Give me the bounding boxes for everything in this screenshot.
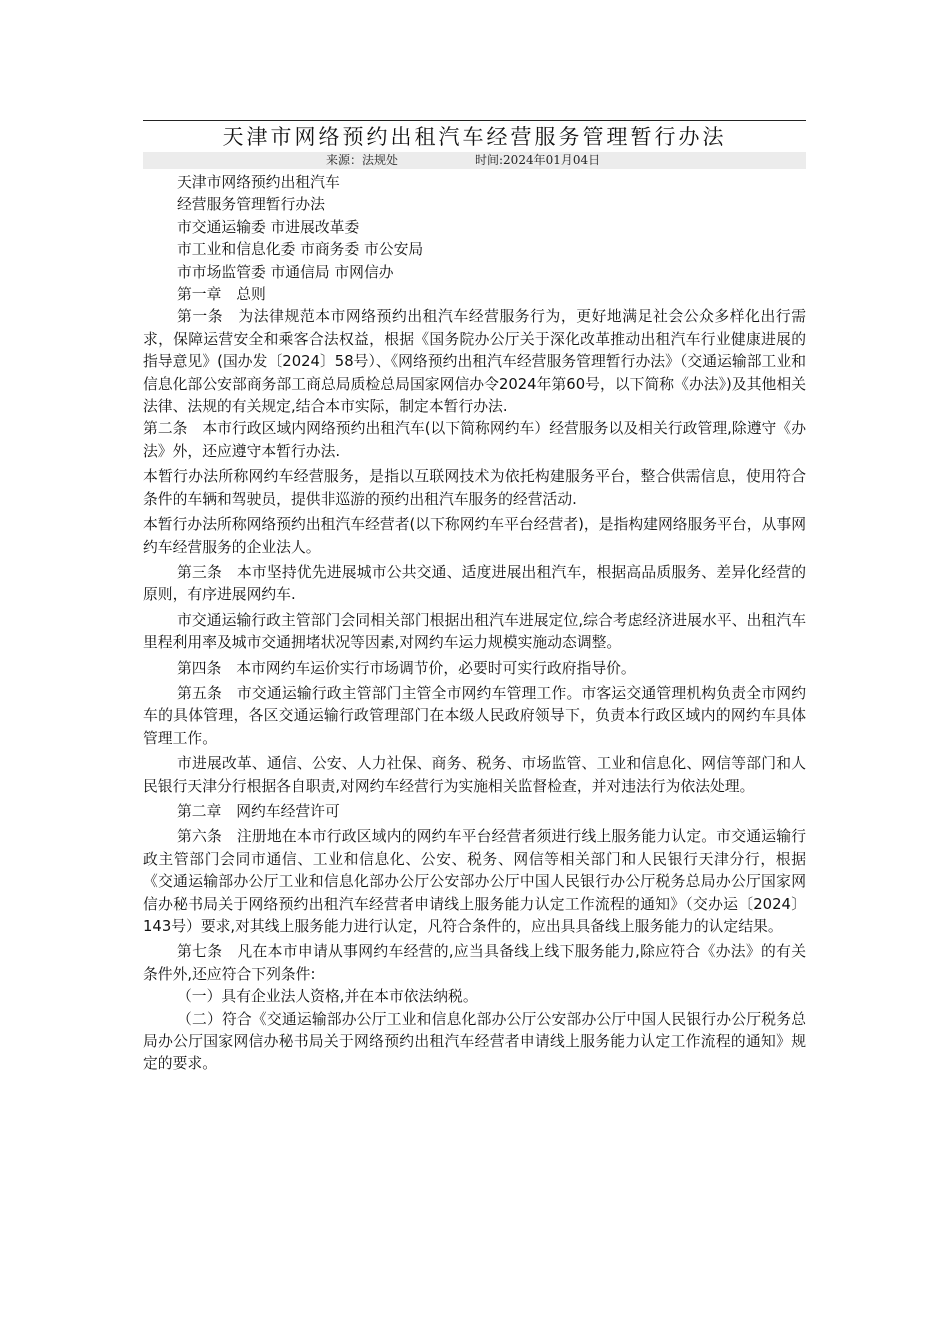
body-paragraph: 市交通运输行政主管部门会同相关部门根据出租汽车进展定位,综合考虑经济进展水平、出租汽车里程利用率及城市交通拥堵状况等因素,对网约车运力规模实施动态调整。 <box>143 611 806 652</box>
issuer-line: 市交通运输委 市进展改革委 <box>177 218 360 236</box>
heading-line: 天津市网络预约出租汽车 <box>177 174 340 191</box>
document-meta-bar <box>143 152 806 169</box>
list-item: （二）符合《交通运输部办公厅工业和信息化部办公厅公安部办公厅中国人民银行办公厅税务总局办公厅国家网信办秘书局关于网络预约出租汽车经营者申请线上服务能力认定工作流程的通知》规定的要求。 <box>143 1010 806 1073</box>
article-paragraph: 第七条 凡在本市申请从事网约车经营的,应当具备线上线下服务能力,除应符合《办法》的有关条件外,还应符合下列条件: <box>143 943 806 983</box>
article-paragraph: 第三条 本市坚持优先进展城市公共交通、适度进展出租汽车，根据高品质服务、差异化经营的原则，有序进展网约车. <box>143 563 806 604</box>
list-item: （一）具有企业法人资格,并在本市依法纳税。 <box>177 988 478 1006</box>
article-paragraph: 第六条 注册地在本市行政区域内的网约车平台经营者须进行线上服务能力认定。市交通运输行政主管部门会同市通信、工业和信息化、公安、税务、网信等相关部门和人民银行天津分行，根据《交通运输部办公厅工业和信息化部办公厅公安部办公厅中国人民银行办公厅税务总局办公厅国家网信办秘书局关于网络预约出租汽车经营者申请线上服务能力认定工作流程的通知》（交办运〔2024〕143号）要求,对其线上服务能力进行认定，凡符合条件的，应出具具备线上服务能力的认定结果。 <box>143 828 806 935</box>
document-title: 天津市网络预约出租汽车经营服务管理暂行办法 <box>222 125 727 149</box>
article-paragraph: 第二条 本市行政区域内网络预约出租汽车(以下简称网约车）经营服务以及相关行政管理,除遵守《办法》外，还应遵守本暂行办法. <box>143 420 806 460</box>
body-paragraph: 本暂行办法所称网络预约出租汽车经营者(以下称网约车平台经营者)，是指构建网络服务平台，从事网约车经营服务的企业法人。 <box>143 516 806 556</box>
document-page <box>143 120 806 1076</box>
body-paragraph: 市进展改革、通信、公安、人力社保、商务、税务、市场监管、工业和信息化、网信等部门和人民银行天津分行根据各自职责,对网约车经营行为实施相关监督检查，并对违法行为依法处理。 <box>143 755 806 795</box>
chapter-heading: 第二章 网约车经营许可 <box>177 802 340 820</box>
article-paragraph: 第一条 为法律规范本市网络预约出租汽车经营服务行为，更好地满足社会公众多样化出行需求，保障运营安全和乘客合法权益，根据《国务院办公厅关于深化改革推动出租汽车行业健康进展的指导意见》(国办发〔2024〕58号）、《网络预约出租汽车经营服务管理暂行办法》（交通运输部工业和信息化部公安部商务部工商总局质检总局国家网信办令2024年第60号，以下简称《办法》)及其他相关法律、法规的有关规定,结合本市实际，制定本暂行办法. <box>143 308 806 416</box>
issuer-line: 市工业和信息化委 市商务委 市公安局 <box>177 241 424 259</box>
document-source: 来源：法规处 <box>326 153 399 167</box>
document-body <box>143 172 806 1076</box>
chapter-heading: 第一章 总则 <box>177 286 266 304</box>
title-top-rule <box>143 120 806 121</box>
body-paragraph: 本暂行办法所称网约车经营服务，是指以互联网技术为依托构建服务平台，整合供需信息，使用符合条件的车辆和驾驶员，提供非巡游的预约出租汽车服务的经营活动. <box>143 468 806 508</box>
issuer-line: 市市场监管委 市通信局 市网信办 <box>177 263 394 281</box>
document-date: 时间:2024年01月04日 <box>475 153 601 167</box>
article-paragraph: 第四条 本市网约车运价实行市场调节价，必要时可实行政府指导价。 <box>177 659 636 677</box>
heading-line: 经营服务管理暂行办法 <box>177 196 325 214</box>
article-paragraph: 第五条 市交通运输行政主管部门主管全市网约车管理工作。市客运交通管理机构负责全市网约车的具体管理，各区交通运输行政管理部门在本级人民政府领导下，负责本行政区域内的网约车具体管理工作。 <box>143 684 806 747</box>
